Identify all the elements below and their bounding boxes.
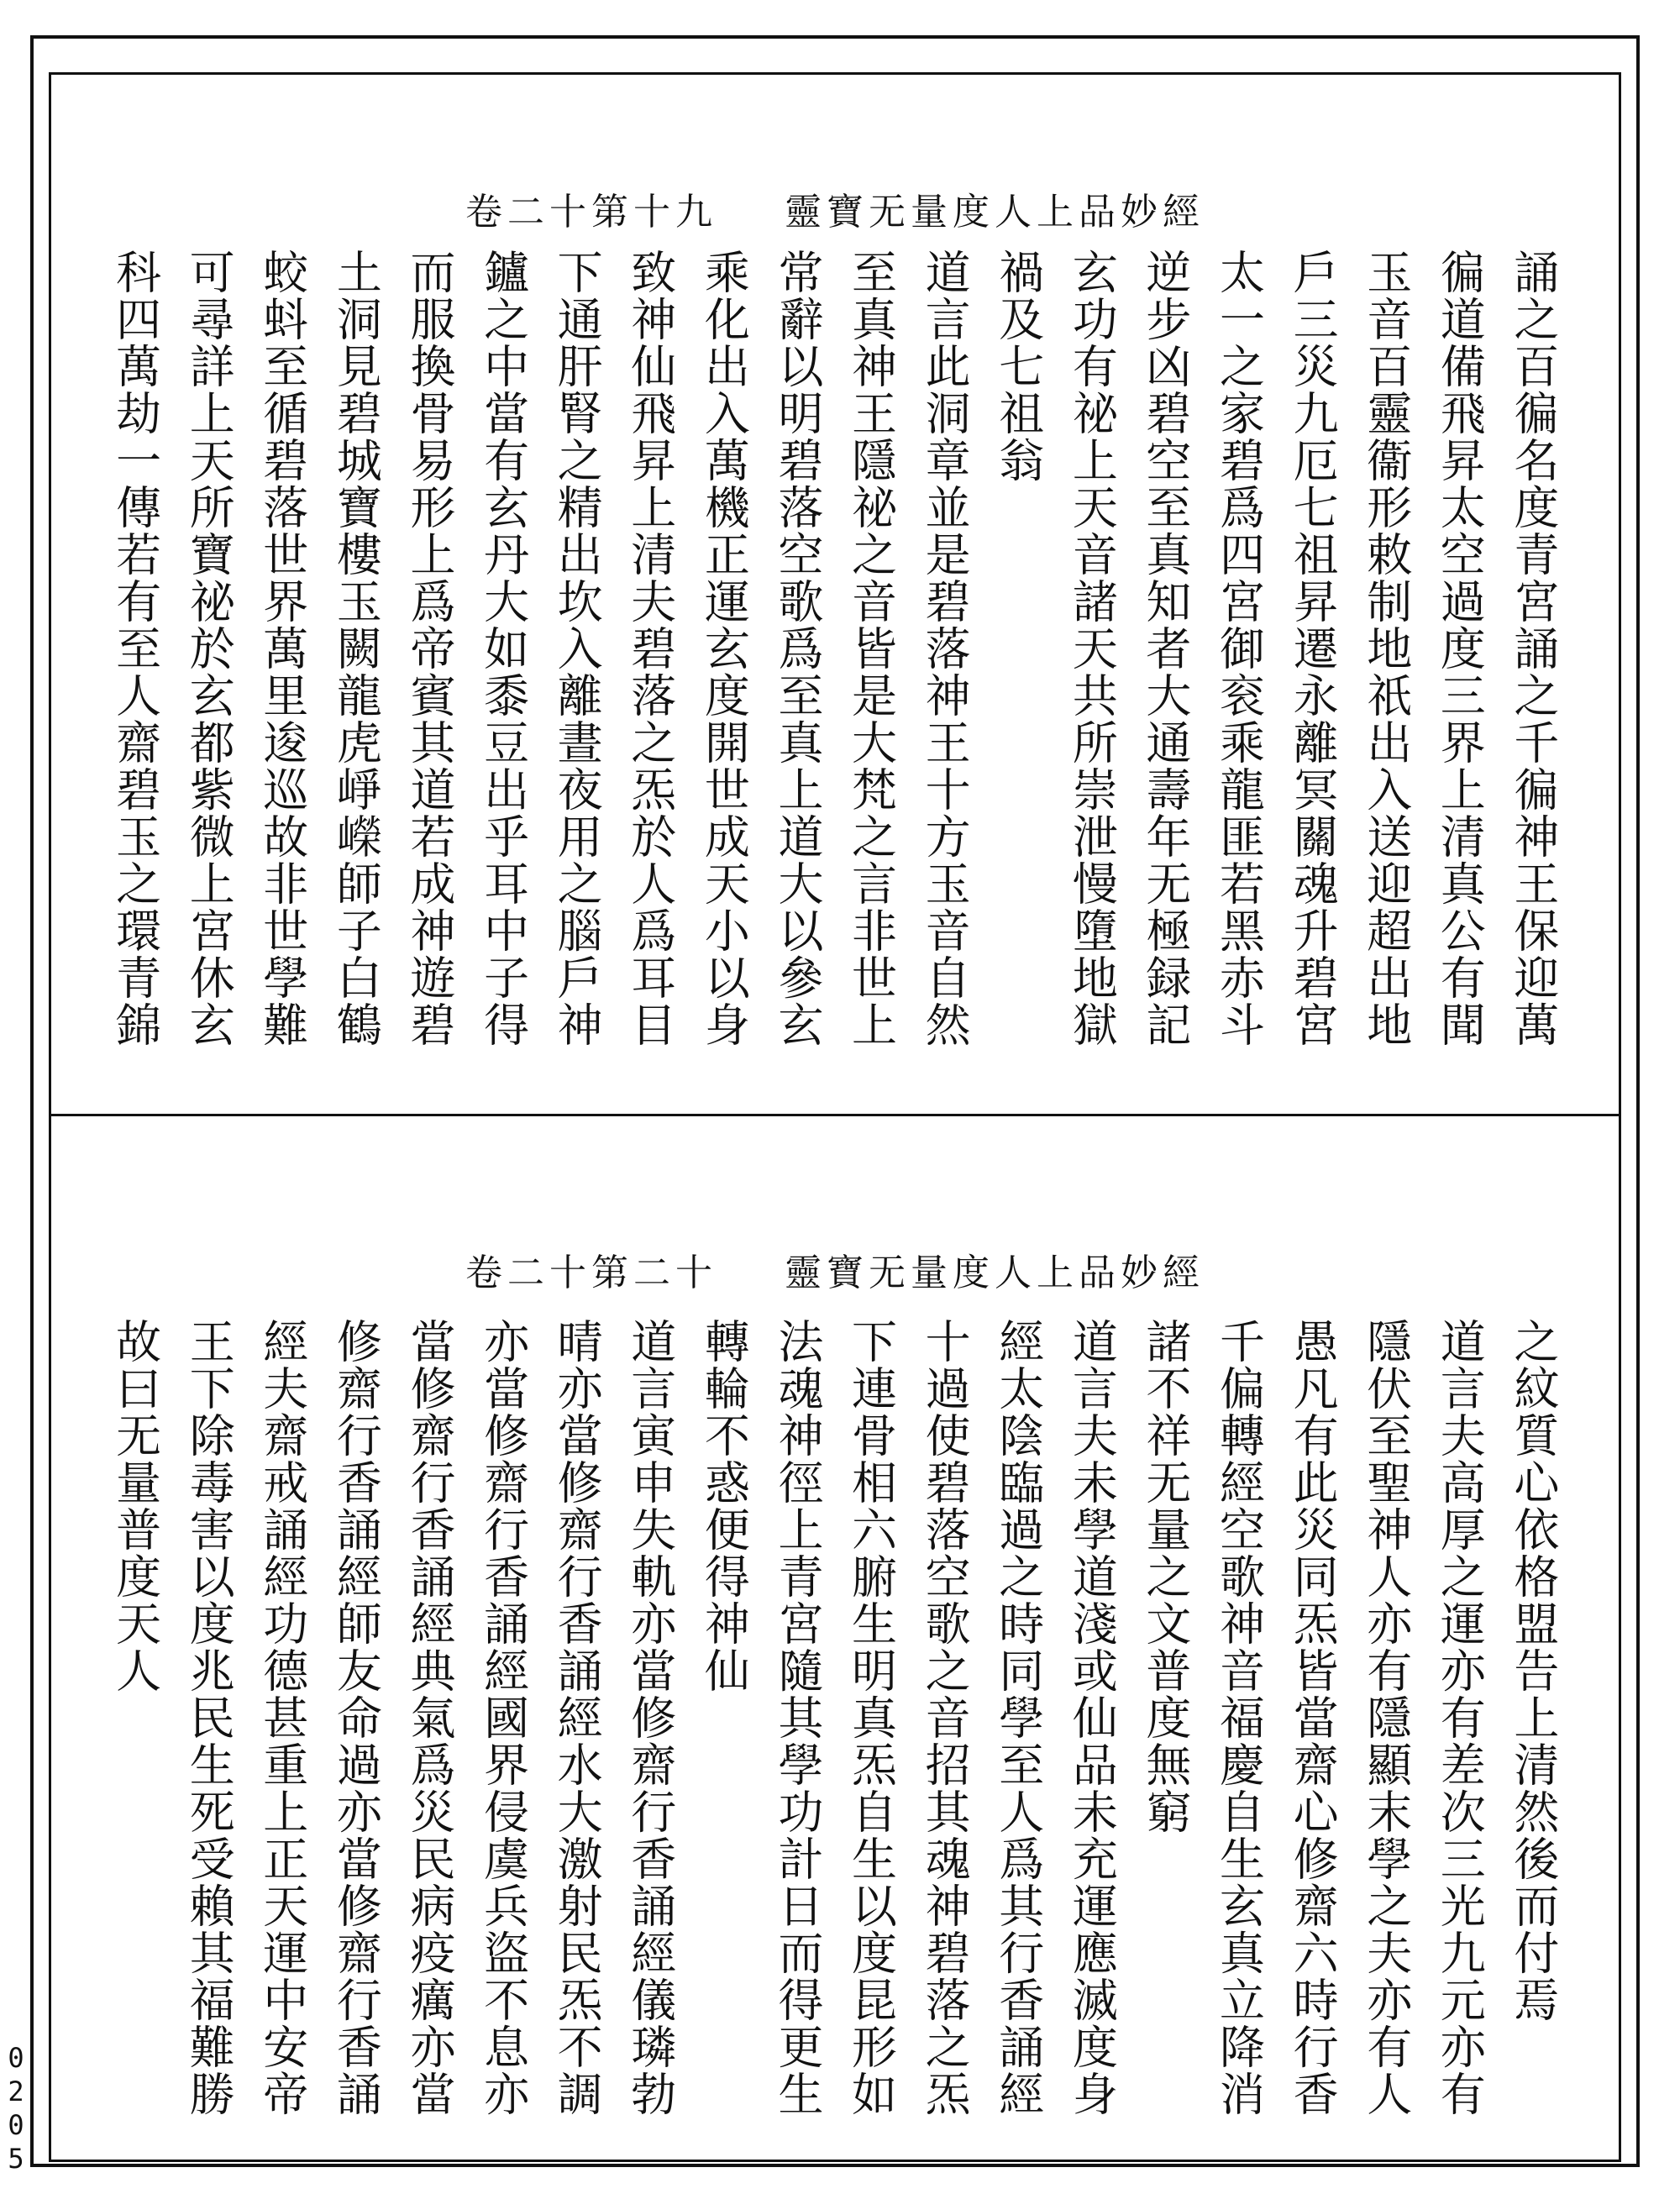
text-column: 王下除毒害以度兆民生死受賴其福難勝 [182, 1318, 236, 2118]
text-column: 晴亦當修齋行香誦經水大激射民炁不調 [550, 1318, 604, 2118]
text-column: 十過使碧落空歌之音招其魂神碧落之炁 [918, 1318, 972, 2118]
text-column: 而服換骨易形上爲帝賓其道若成神遊碧 [402, 249, 456, 1048]
upper-page-header [49, 181, 1621, 235]
text-column: 致神仙飛昇上清夫碧落之炁於人爲耳目 [623, 249, 677, 1048]
text-column: 隱伏至聖神人亦有隱顯末學之夫亦有人 [1359, 1318, 1413, 2118]
lower-page-panel [49, 1116, 1621, 2162]
text-column: 故曰无量普度天人 [108, 1318, 162, 1694]
lower-text-columns [99, 1318, 1571, 2149]
text-column: 土洞見碧城寶樓玉闕龍虎崢嶸師子白鶴 [329, 249, 383, 1048]
text-column: 道言夫高厚之運亦有差次三光九元亦有 [1433, 1318, 1487, 2118]
text-column: 常辭以明碧落空歌爲至真上道大以參玄 [770, 249, 824, 1048]
text-column: 道言此洞章並是碧落神王十方玉音自然 [918, 249, 972, 1048]
text-column: 徧道備飛昇太空過度三界上清真公有聞 [1433, 249, 1487, 1048]
text-column: 鑪之中當有玄丹大如黍豆出乎耳中子得 [476, 249, 530, 1048]
text-column: 道言寅申失軌亦當修齋行香誦經儀璘勃 [623, 1318, 677, 2118]
page-number [3, 2041, 29, 2175]
upper-page-panel [49, 72, 1621, 1114]
page-number-digit: 0 [8, 2042, 24, 2074]
text-column: 科四萬劫一傳若有至人齋碧玉之環青錦 [108, 249, 162, 1048]
text-column: 玄功有祕上天音諸天共所崇泄慢墮地獄 [1065, 249, 1119, 1048]
text-column: 至真神王隱祕之音皆是大梵之言非世上 [844, 249, 898, 1048]
text-column: 玉音百靈衞形敕制地祇出入送迎超出地 [1359, 249, 1413, 1048]
lower-page-header [49, 1242, 1621, 1296]
text-column: 誦之百徧名度青宮誦之千徧神王保迎萬 [1506, 249, 1560, 1048]
text-column: 轉輪不惑便得神仙 [697, 1318, 751, 1694]
upper-header-volume: 卷二十第十九 [465, 191, 717, 234]
text-column: 乘化出入萬機正運玄度開世成天小以身 [697, 249, 751, 1048]
text-column: 蛟蚪至循碧落世界萬里逡巡故非世學難 [255, 249, 309, 1048]
text-column: 愚凡有此災同炁皆當齋心修齋六時行香 [1286, 1318, 1340, 2118]
upper-text-columns [99, 249, 1571, 1105]
text-column: 可尋詳上天所寶祕於玄都紫微上宮休玄 [182, 249, 236, 1048]
text-column: 修齋行香誦經師友命過亦當修齋行香誦 [329, 1318, 383, 2118]
lower-header-book-title: 靈寶无量度人上品妙經 [785, 1252, 1205, 1294]
page-number-digit: 2 [8, 2076, 24, 2107]
text-column: 亦當修齋行香誦經國界侵虞兵盜不息亦 [476, 1318, 530, 2118]
text-column: 道言夫未學道淺或仙品未充運應滅度身 [1065, 1318, 1119, 2118]
lower-header-volume: 卷二十第二十 [465, 1252, 717, 1294]
text-column: 逆步凶碧空至真知者大通壽年无極録記 [1138, 249, 1192, 1048]
text-column: 經太陰臨過之時同學至人爲其行香誦經 [991, 1318, 1045, 2118]
page-number-digit: 5 [8, 2143, 24, 2175]
text-column: 法魂神徑上青宮隨其學功計日而得更生 [770, 1318, 824, 2118]
text-column: 千偏轉經空歌神音福慶自生玄真立降消 [1212, 1318, 1266, 2118]
page-number-digit: 0 [8, 2109, 24, 2141]
text-column: 禍及七祖翁 [991, 249, 1045, 484]
text-column: 當修齋行香誦經典氣爲災民病疫癘亦當 [402, 1318, 456, 2118]
text-column: 之紋質心依格盟告上清然後而付焉 [1506, 1318, 1560, 2023]
text-column: 太一之家碧爲四宮御衮乘龍匪若黑赤斗 [1212, 249, 1266, 1048]
text-column: 經夫齋戒誦經功德甚重上正天運中安帝 [255, 1318, 309, 2118]
upper-header-book-title: 靈寶无量度人上品妙經 [785, 191, 1205, 234]
text-column: 諸不祥无量之文普度無窮 [1138, 1318, 1192, 1835]
text-column: 下連骨相六腑生明真炁自生以度昆形如 [844, 1318, 898, 2118]
text-column: 戶三災九厄七祖昇遷永離冥關魂升碧宮 [1286, 249, 1340, 1048]
text-column: 下通肝腎之精出坎入離晝夜用之腦戶神 [550, 249, 604, 1048]
